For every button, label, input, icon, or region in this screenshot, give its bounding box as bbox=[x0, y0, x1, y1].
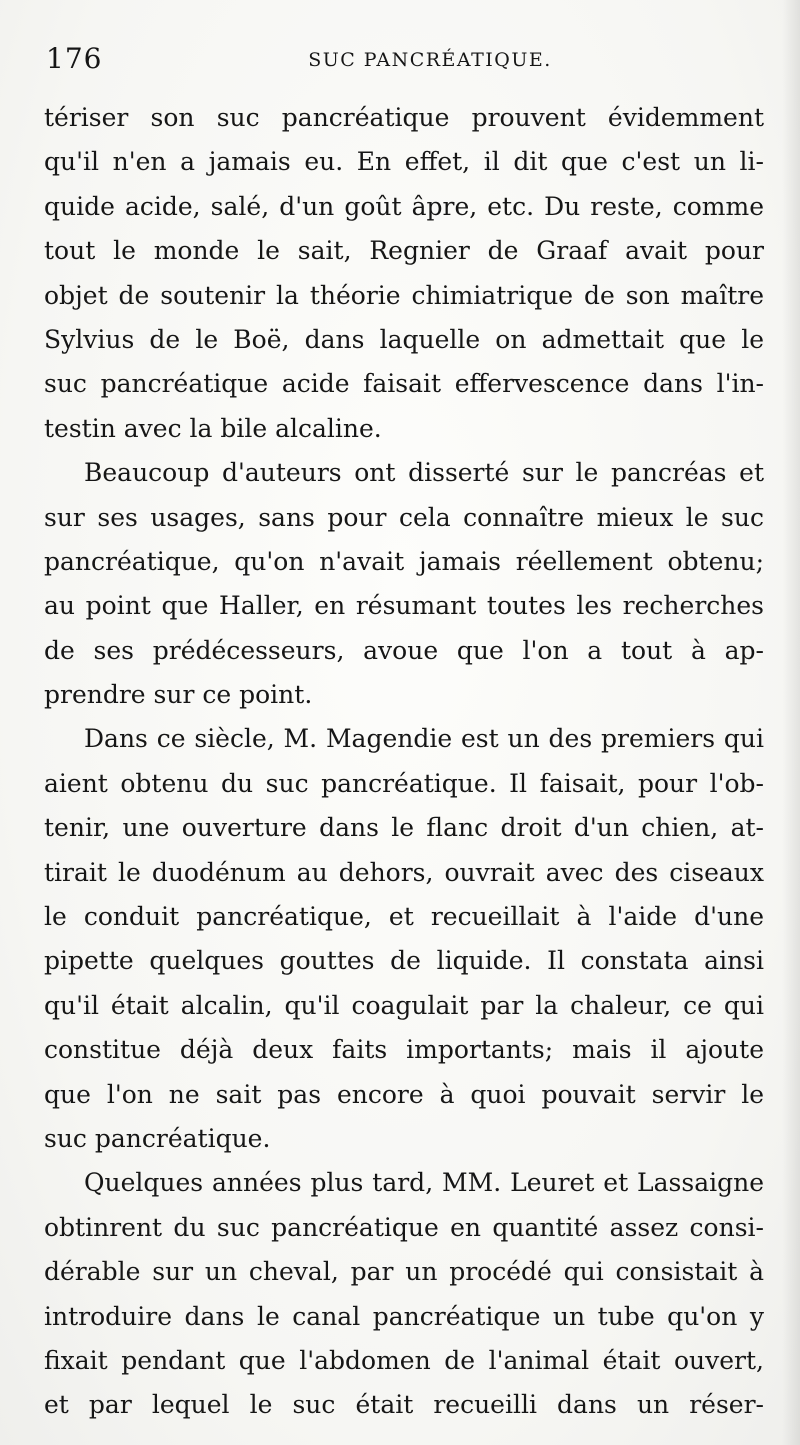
page-edge-shadow bbox=[782, 0, 800, 1445]
text-line: pipette quelques gouttes de liquide. Il constata ainsi bbox=[44, 946, 764, 976]
text-line: que l'on ne sait pas encore à quoi pouvait servir le bbox=[44, 1079, 764, 1109]
text-line: qu'il était alcalin, qu'il coagulait par la chaleur, ce qui bbox=[44, 990, 764, 1020]
text-line: aient obtenu du suc pancréatique. Il faisait, pour l'ob- bbox=[44, 768, 764, 798]
text-line: suc pancréatique acide faisait effervescence dans l'in- bbox=[44, 369, 764, 399]
text-line: testin avec la bile alcaline. bbox=[44, 413, 382, 443]
text-line: quide acide, salé, d'un goût âpre, etc. Du reste, comme bbox=[44, 191, 764, 221]
text-line: obtinrent du suc pancréatique en quantité assez consi- bbox=[44, 1212, 764, 1242]
text-line: tériser son suc pancréatique prouvent évidemment bbox=[44, 103, 764, 132]
text-line: tenir, une ouverture dans le flanc droit d'un chien, at- bbox=[44, 813, 764, 843]
text-line: introduire dans le canal pancréatique un tube qu'on y bbox=[44, 1301, 764, 1331]
page-header bbox=[44, 42, 756, 78]
text-line: le conduit pancréatique, et recueillait à l'aide d'une bbox=[44, 902, 764, 932]
text-line: Sylvius de le Boë, dans laquelle on admettait que le bbox=[44, 324, 764, 354]
page-number: 176 bbox=[46, 42, 103, 75]
text-line: suc pancréatique. bbox=[44, 1123, 271, 1153]
text-line: et par lequel le suc était recueilli dans un réser- bbox=[44, 1390, 764, 1420]
paragraph bbox=[44, 1161, 764, 1427]
paragraph bbox=[44, 717, 764, 1161]
text-line: dérable sur un cheval, par un procédé qui consistait à bbox=[44, 1257, 764, 1287]
text-line: tirait le duodénum au dehors, ouvrait avec des ciseaux bbox=[44, 857, 764, 887]
text-line: Beaucoup d'auteurs ont disserté sur le pancréas et bbox=[84, 458, 764, 488]
text-line: constitue déjà deux faits importants; mais il ajoute bbox=[44, 1035, 764, 1065]
text-line: Quelques années plus tard, MM. Leuret et Lassaigne bbox=[84, 1168, 764, 1198]
text-line: de ses prédécesseurs, avoue que l'on a tout à ap- bbox=[44, 635, 764, 665]
paragraph bbox=[44, 451, 764, 717]
text-line: prendre sur ce point. bbox=[44, 680, 313, 710]
text-line: pancréatique, qu'on n'avait jamais réellement obtenu; bbox=[44, 546, 764, 576]
text-line: Dans ce siècle, M. Magendie est un des premiers qui bbox=[84, 724, 764, 754]
body-text bbox=[44, 96, 764, 1428]
running-head: SUC PANCRÉATIQUE. bbox=[308, 49, 552, 71]
text-line: au point que Haller, en résumant toutes les recherches bbox=[44, 591, 764, 621]
text-line: fixait pendant que l'abdomen de l'animal était ouvert, bbox=[44, 1345, 764, 1375]
text-line: tout le monde le sait, Regnier de Graaf avait pour bbox=[44, 236, 764, 266]
text-line: sur ses usages, sans pour cela connaître mieux le suc bbox=[44, 502, 764, 532]
paragraph bbox=[44, 96, 764, 451]
text-line: qu'il n'en a jamais eu. En effet, il dit que c'est un li- bbox=[44, 147, 764, 177]
text-line: objet de soutenir la théorie chimiatrique de son maître bbox=[44, 280, 764, 310]
